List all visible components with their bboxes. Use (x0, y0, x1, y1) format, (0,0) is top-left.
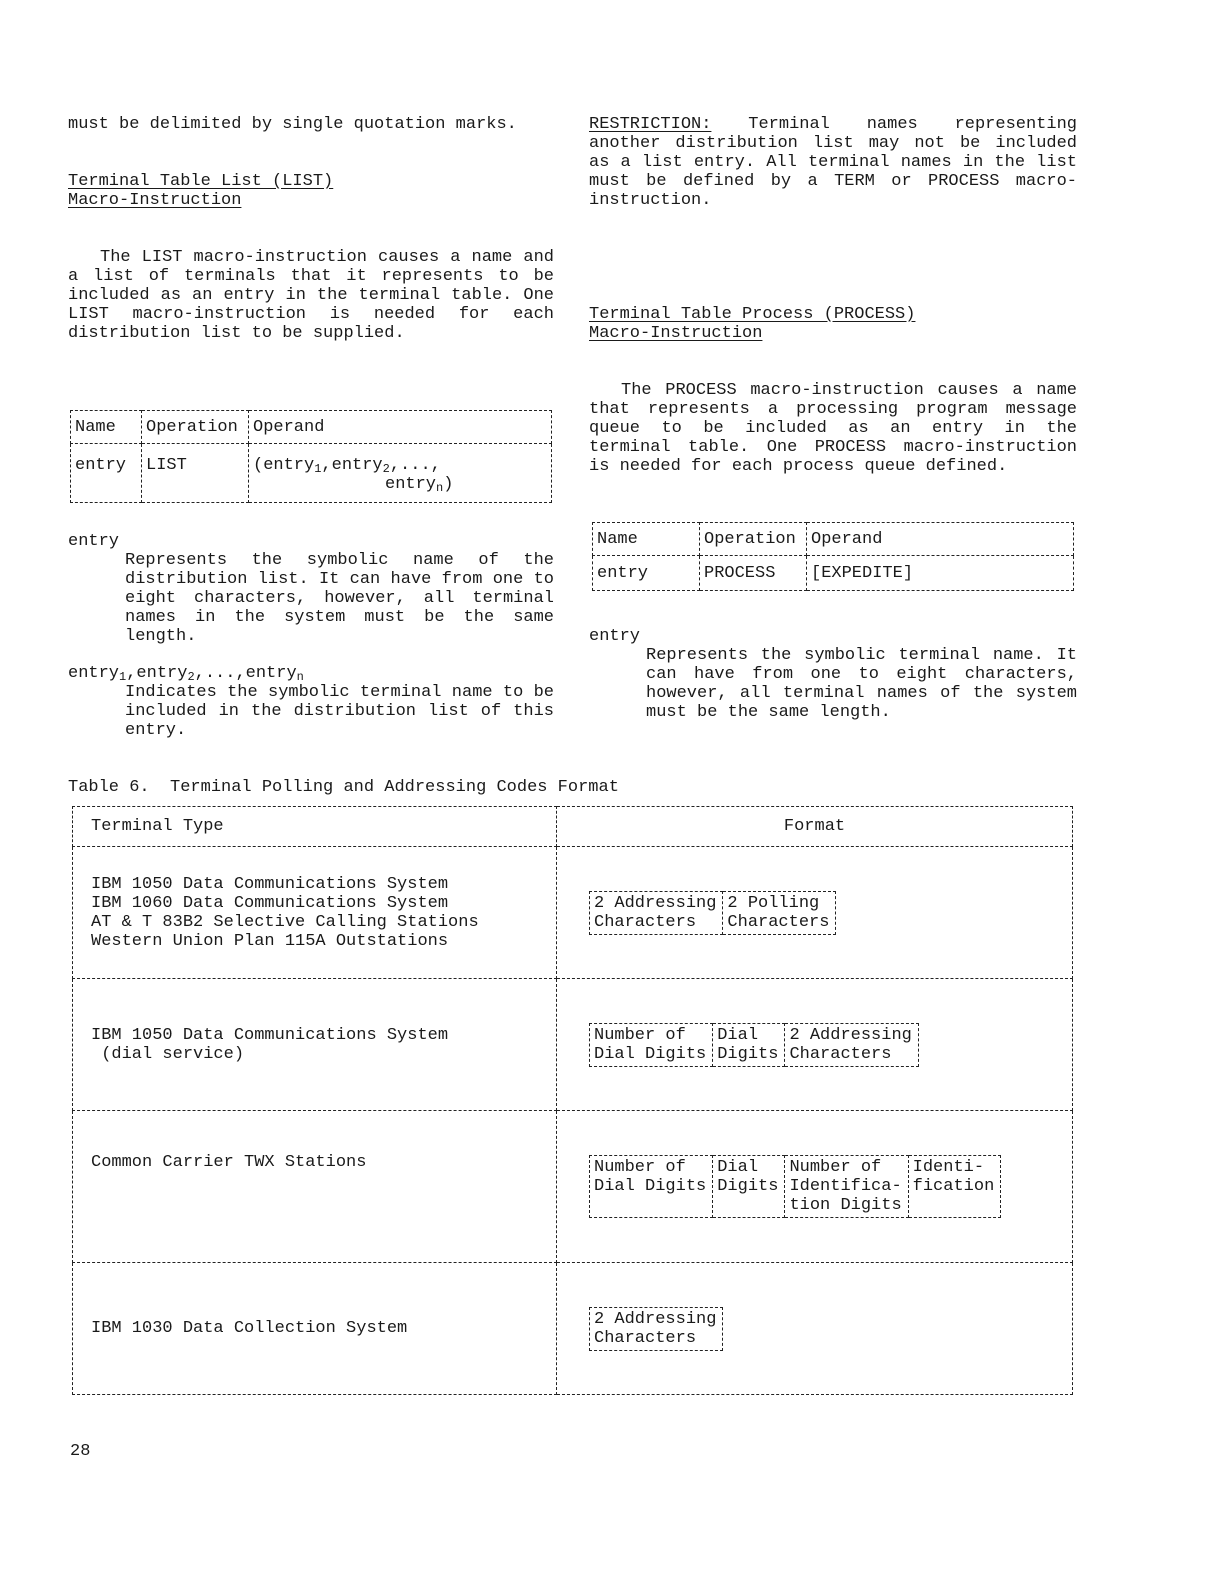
format-cell (557, 1111, 1073, 1263)
table-row (73, 1111, 1073, 1263)
terminal-type-cell: IBM 1030 Data Collection System (73, 1263, 557, 1395)
format-cell (557, 1263, 1073, 1395)
list-box-header-name: Name (71, 411, 142, 444)
def2-text: Indicates the symbolic terminal name to be included in the distribution list of this entry. (125, 683, 554, 740)
list-box-header-row (71, 411, 552, 444)
table-row (73, 847, 1073, 979)
restriction-text: RESTRICTION: Terminal names representing another distribution list may not be included as a list entry. All terminal names in the list must be defined by a TERM or PROCESS macro-instruction. (589, 115, 1077, 210)
page-number: 28 (70, 1442, 91, 1461)
table-row (73, 979, 1073, 1111)
list-box-cell-name: entry (71, 444, 142, 503)
format-box: 2 Addressing Characters 2 Polling Characters (589, 891, 836, 935)
process-box-cell-operation: PROCESS (700, 556, 807, 591)
list-box-header-operation: Operation (142, 411, 249, 444)
process-def-text: Represents the symbolic terminal name. It can have from one to eight characters, however, all terminal names of the system must be the same length. (646, 646, 1077, 722)
def1-term: entry (68, 532, 120, 551)
format-cell (557, 847, 1073, 979)
process-box-header-name: Name (593, 523, 700, 556)
table6-header-format: Format (557, 807, 1073, 847)
table-row (73, 1263, 1073, 1395)
process-box-header-operand: Operand (807, 523, 1074, 556)
process-description: The PROCESS macro-instruction causes a name that represents a processing program message queue to be included as an entry in the terminal table. One PROCESS macro-instruction is needed for each process queue defined. (589, 381, 1077, 476)
process-box-header-row (593, 523, 1074, 556)
terminal-type-cell: Common Carrier TWX Stations (73, 1111, 557, 1263)
process-heading: Terminal Table Process (PROCESS) Macro-Instruction (589, 305, 916, 343)
list-box-cell-operand: (entry$_1$,entry$_2$,..., entry$_n$) (249, 444, 552, 503)
left-column (68, 115, 554, 343)
table6 (72, 806, 1073, 1395)
process-box-header-operation: Operation (700, 523, 807, 556)
intro-text: must be delimited by single quotation marks. (68, 115, 517, 134)
process-box-cell-operand: [EXPEDITE] (807, 556, 1074, 591)
process-def-term: entry (589, 627, 641, 646)
process-definitions (589, 627, 1077, 722)
table6-caption: Table 6. Terminal Polling and Addressing Codes Format (68, 778, 619, 797)
right-column (589, 115, 1077, 476)
format-box: 2 Addressing Characters (589, 1307, 723, 1351)
process-macro-format-box (592, 522, 1074, 591)
format-box: Number of Dial Digits Dial Digits 2 Addressing Characters (589, 1023, 919, 1067)
list-macro-format-box (70, 410, 552, 503)
def1-text: Represents the symbolic name of the distribution list. It can have from one to eight characters, however, all terminal names in the system must be the same length. (125, 551, 554, 646)
list-description: The LIST macro-instruction causes a name and a list of terminals that it represents to be included as an entry in the terminal table. One LIST macro-instruction is needed for each distribution list to be supplied. (68, 248, 554, 343)
process-box-cell-name: entry (593, 556, 700, 591)
format-box: Number of Dial Digits Dial Digits Number of Identifica- tion Digits Identi- fication (589, 1155, 1001, 1218)
def2-term: entry$_1$,entry$_2$,...,entry$_n$ (68, 664, 304, 684)
list-definitions (68, 532, 554, 740)
list-heading: Terminal Table List (LIST) Macro-Instruction (68, 172, 334, 210)
table6-header-row (73, 807, 1073, 847)
list-box-row (71, 444, 552, 503)
format-cell (557, 979, 1073, 1111)
terminal-type-cell: IBM 1050 Data Communications System IBM 1060 Data Communications System AT & T 83B2 Selective Calling Stations Western Union Plan 115A Outstations (73, 847, 557, 979)
list-box-cell-operation: LIST (142, 444, 249, 503)
process-box-row (593, 556, 1074, 591)
table6-header-terminal-type: Terminal Type (73, 807, 557, 847)
terminal-type-cell: IBM 1050 Data Communications System (dial service) (73, 979, 557, 1111)
list-box-header-operand: Operand (249, 411, 552, 444)
